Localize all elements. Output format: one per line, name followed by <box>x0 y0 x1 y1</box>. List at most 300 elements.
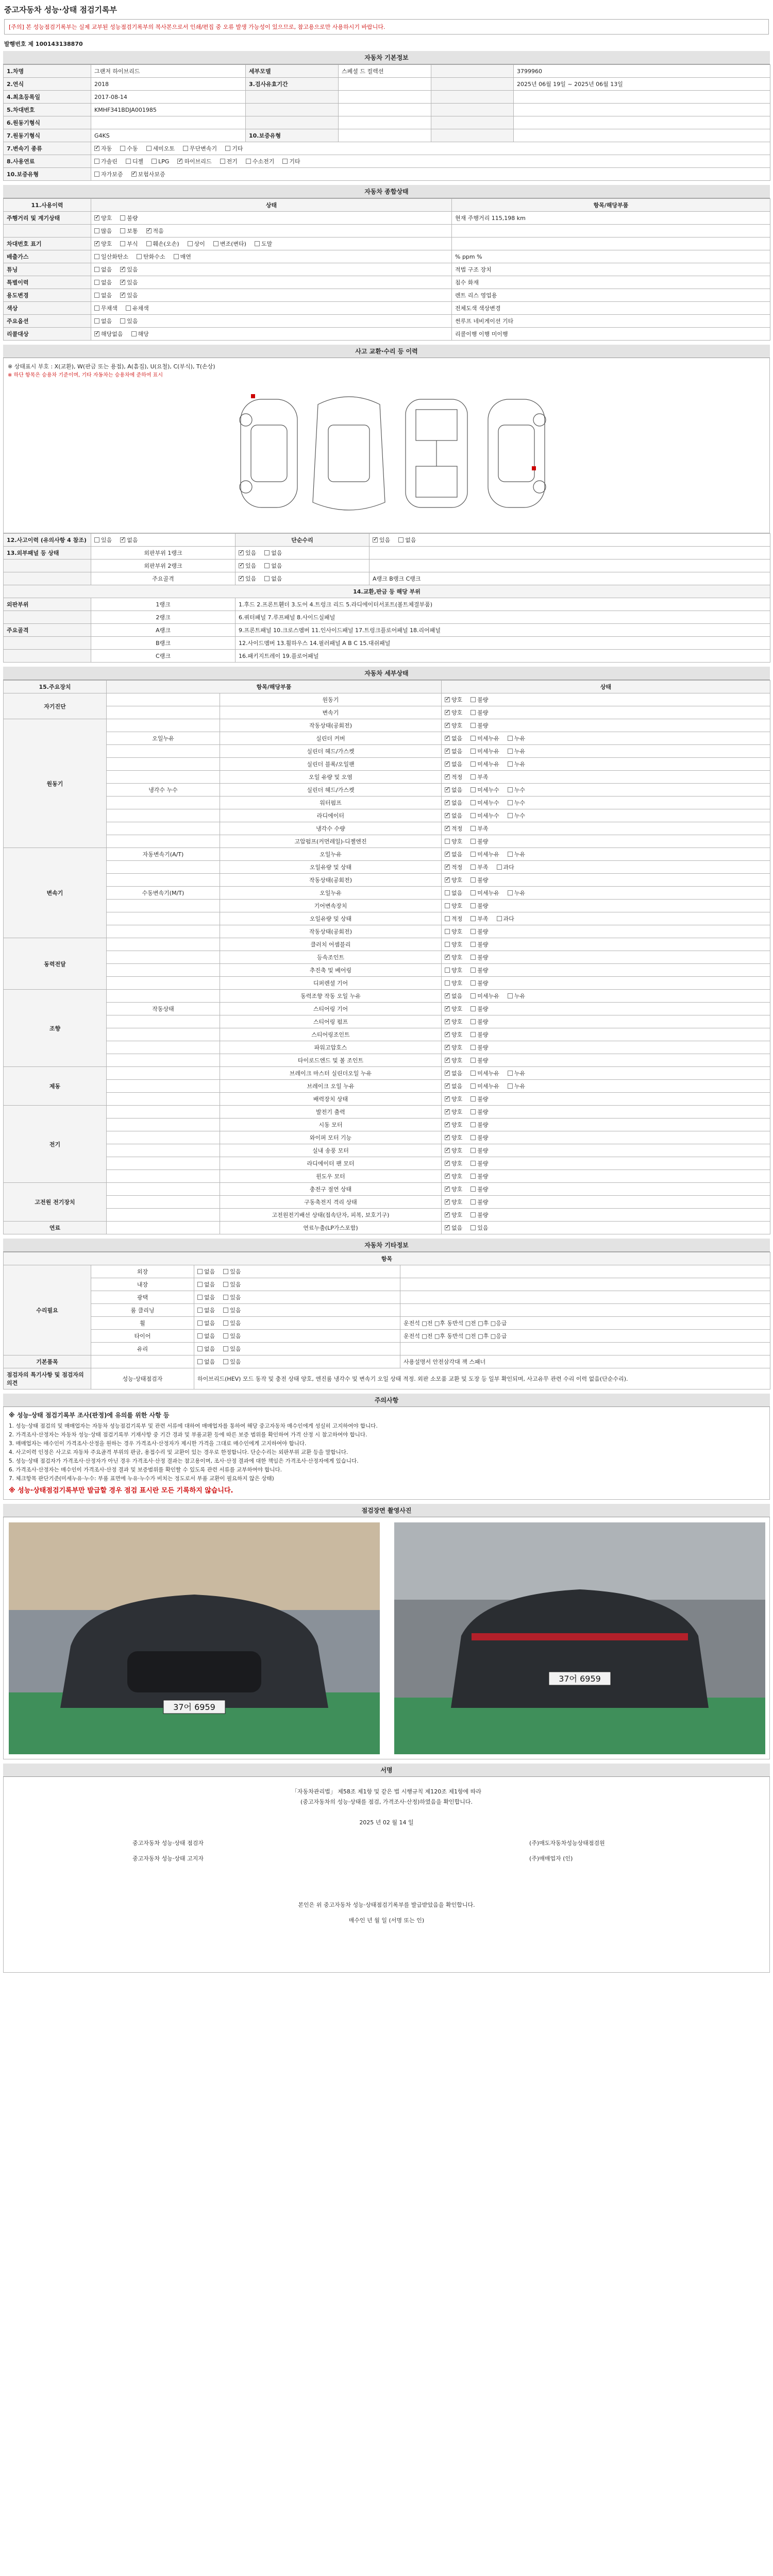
checkbox-option[interactable] <box>470 992 499 1000</box>
checkbox-option[interactable] <box>188 240 205 248</box>
table-row <box>4 1028 770 1041</box>
checkbox-option[interactable] <box>255 240 272 248</box>
checkbox-label: 양호 <box>451 697 463 703</box>
rank-options <box>236 572 369 585</box>
checkbox-option[interactable] <box>94 214 112 222</box>
checkbox-option[interactable] <box>264 549 282 557</box>
checkbox-option[interactable] <box>94 265 112 274</box>
checkbox-option[interactable] <box>470 760 499 768</box>
checkbox-label: 양호 <box>451 1109 463 1115</box>
detail-options <box>442 1183 770 1196</box>
checkbox-label: 자가보증 <box>101 171 123 178</box>
checkbox-option[interactable] <box>470 1030 488 1039</box>
checkbox-option[interactable] <box>445 1159 462 1167</box>
detail-options <box>442 938 770 951</box>
checkbox-option[interactable] <box>445 1005 462 1013</box>
checkbox-option[interactable] <box>470 837 488 845</box>
checkbox-option[interactable] <box>470 1069 499 1077</box>
checkbox-option[interactable] <box>225 144 243 152</box>
checkbox-option[interactable] <box>470 1108 488 1116</box>
checkbox-option[interactable] <box>131 330 149 338</box>
checkbox-option[interactable] <box>470 1198 488 1206</box>
checkbox-option[interactable] <box>445 721 462 730</box>
checkbox-option[interactable] <box>445 1018 462 1026</box>
basic-value <box>339 116 431 129</box>
checkbox-label: 세미오토 <box>153 145 175 152</box>
warranty-options <box>91 168 770 181</box>
column-header: 항목/해당부품 <box>107 681 442 693</box>
checkbox-label: 있음 <box>127 318 138 325</box>
table-row <box>4 874 770 887</box>
table-row <box>4 977 770 990</box>
unchecked-box-icon <box>470 1174 476 1179</box>
checkbox-option[interactable] <box>264 574 282 583</box>
checkbox-option[interactable] <box>470 708 488 717</box>
unchecked-box-icon <box>508 890 513 895</box>
checkbox-option[interactable] <box>470 1095 488 1103</box>
general-label: 주요옵션 <box>4 315 91 328</box>
checkbox-option[interactable] <box>445 747 462 755</box>
detail-item: 브레이크 마스터 실린더오일 누유 <box>220 1067 442 1080</box>
checkbox-option[interactable] <box>120 536 138 544</box>
checkbox-option[interactable] <box>445 1069 462 1077</box>
checkbox-option[interactable] <box>239 549 256 557</box>
checkbox-option[interactable] <box>470 1082 499 1090</box>
detail-options <box>442 1093 770 1106</box>
etc-item: 타이어 <box>91 1330 194 1343</box>
checkbox-option[interactable] <box>146 144 175 152</box>
general-label: 특별이력 <box>4 276 91 289</box>
checked-box-icon <box>131 172 137 177</box>
unchecked-box-icon <box>94 159 99 164</box>
unchecked-box-icon <box>445 968 450 973</box>
checkbox-option[interactable] <box>445 1133 462 1142</box>
checkbox-option[interactable] <box>120 265 138 274</box>
checkbox-option[interactable] <box>470 1172 488 1180</box>
checkbox-option[interactable] <box>94 157 117 165</box>
checkbox-option[interactable] <box>445 1043 462 1052</box>
checkbox-option[interactable] <box>470 1185 488 1193</box>
checkbox-option[interactable] <box>470 799 499 807</box>
checkbox-option[interactable] <box>508 799 525 807</box>
checkbox-option[interactable] <box>470 696 488 704</box>
checkbox-option[interactable] <box>508 1069 525 1077</box>
checkbox-option[interactable] <box>445 696 462 704</box>
checkbox-label: 있음 <box>230 1333 241 1340</box>
detail-sub <box>107 951 220 964</box>
checkbox-option[interactable] <box>445 734 462 742</box>
checkbox-option[interactable] <box>445 1224 462 1232</box>
checkbox-option[interactable] <box>137 252 165 261</box>
detail-sub <box>107 900 220 912</box>
basic-label <box>431 65 514 78</box>
checkbox-option[interactable] <box>94 240 112 248</box>
checkbox-label: 불량 <box>477 1212 489 1218</box>
checkbox-option[interactable] <box>445 876 462 884</box>
checkbox-label: 누유 <box>514 1083 526 1090</box>
photos-heading: 점검장면 촬영사진 <box>3 1504 770 1517</box>
checkbox-option[interactable] <box>445 773 462 781</box>
checkbox-option[interactable] <box>246 157 275 165</box>
general-options <box>91 328 452 341</box>
car-diagram <box>3 358 770 533</box>
etc-extra: 운전석 □전 □후 동반석 □전 □후 □응급 <box>400 1317 770 1330</box>
checkbox-label: 양호 <box>451 1134 463 1141</box>
basic-label: 5.차대번호 <box>4 104 91 116</box>
detail-item: 오일누유 <box>220 887 442 900</box>
checkbox-option[interactable] <box>445 979 462 987</box>
table-row <box>4 964 770 977</box>
checkbox-option[interactable] <box>177 157 211 165</box>
checkbox-option[interactable] <box>445 1198 462 1206</box>
checkbox-option[interactable] <box>445 902 462 910</box>
unchecked-box-icon <box>508 787 513 792</box>
checkbox-option[interactable] <box>152 158 169 165</box>
etc-item: 내장 <box>91 1278 194 1291</box>
general-detail: 렌트 리스 영업용 <box>452 289 770 302</box>
checkbox-option[interactable] <box>445 940 462 948</box>
checked-box-icon <box>445 761 450 767</box>
checkbox-option[interactable] <box>445 1121 462 1129</box>
checkbox-option[interactable] <box>223 1332 241 1340</box>
unchecked-box-icon <box>197 1269 203 1274</box>
checkbox-option[interactable] <box>94 291 112 299</box>
sign-date: 2025 년 02 월 14 일 <box>359 1819 414 1826</box>
detail-item: 원동기 <box>220 693 442 706</box>
checkbox-option[interactable] <box>445 966 462 974</box>
checkbox-label: 불량 <box>477 1186 489 1193</box>
checkbox-option[interactable] <box>470 824 488 833</box>
checkbox-option[interactable] <box>445 863 462 871</box>
etc-extra <box>400 1291 770 1304</box>
checked-box-icon <box>445 852 450 857</box>
checkbox-option[interactable] <box>94 330 123 338</box>
checkbox-label: 불량 <box>477 697 489 703</box>
checkbox-label: 양호 <box>451 1096 463 1103</box>
unchecked-box-icon <box>197 1359 203 1364</box>
unchecked-box-icon <box>508 993 513 998</box>
checkbox-option[interactable] <box>223 1267 241 1276</box>
table-row <box>4 1343 770 1355</box>
checkbox-option[interactable] <box>470 1005 488 1013</box>
checkbox-label: 수동 <box>127 145 138 152</box>
checkbox-option[interactable] <box>508 747 525 755</box>
checkbox-label: 있음 <box>245 550 257 556</box>
checkbox-label: 부식 <box>127 241 138 247</box>
checkbox-option[interactable] <box>197 1293 215 1301</box>
checkbox-option[interactable] <box>146 240 179 248</box>
parts-group <box>4 650 91 663</box>
checkbox-label: 없음 <box>451 748 463 755</box>
checkbox-option[interactable] <box>470 953 488 961</box>
checkbox-option[interactable] <box>470 876 488 884</box>
checkbox-option[interactable] <box>445 992 462 1000</box>
checkbox-option[interactable] <box>126 157 143 165</box>
checkbox-option[interactable] <box>497 863 514 871</box>
unchecked-box-icon <box>470 955 476 960</box>
checkbox-option[interactable] <box>445 799 462 807</box>
basic-label <box>246 104 339 116</box>
unchecked-box-icon <box>445 890 450 895</box>
checkbox-option[interactable] <box>470 889 499 897</box>
checkbox-option[interactable] <box>120 227 138 235</box>
basic-value <box>514 91 770 104</box>
checkbox-option[interactable] <box>120 214 138 222</box>
basic-value: KMHF341BDJA001985 <box>91 104 246 116</box>
checkbox-option[interactable] <box>445 1108 462 1116</box>
etc-options <box>194 1330 400 1343</box>
checkbox-option[interactable] <box>223 1306 241 1314</box>
checkbox-option[interactable] <box>508 786 525 794</box>
checkbox-option[interactable] <box>445 1056 462 1064</box>
etc-options <box>194 1343 400 1355</box>
unchecked-box-icon <box>183 146 188 151</box>
checkbox-option[interactable] <box>470 773 488 781</box>
checkbox-option[interactable] <box>508 760 525 768</box>
checkbox-option[interactable] <box>94 278 112 286</box>
table-row <box>4 129 770 142</box>
doc-title: 중고자동차 성능·상태 점검기록부 <box>4 5 117 14</box>
note-line: 5. 성능·상태 점검자가 가격조사·산정자가 아닌 경우 가격조사·산정 결과는 참고용이며, 조사·산정 결과에 대한 책임은 가격조사·산정자에게 있습니다. <box>9 1458 359 1464</box>
basic-label: 7.변속기 종류 <box>4 142 91 155</box>
checkbox-option[interactable] <box>445 1095 462 1103</box>
detail-sub <box>107 1144 220 1157</box>
table-row <box>4 1209 770 1222</box>
checked-box-icon <box>239 563 244 568</box>
checkbox-option[interactable] <box>470 1018 488 1026</box>
checkbox-option[interactable] <box>94 252 128 261</box>
checkbox-option[interactable] <box>508 734 525 742</box>
checkbox-option[interactable] <box>183 144 217 152</box>
checkbox-option[interactable] <box>239 562 256 570</box>
checkbox-option[interactable] <box>470 927 488 936</box>
checkbox-label: 전기 <box>226 158 238 165</box>
checkbox-option[interactable] <box>445 889 462 897</box>
checkbox-option[interactable] <box>94 227 112 235</box>
checkbox-option[interactable] <box>445 1030 462 1039</box>
checkbox-option[interactable] <box>239 574 256 583</box>
checkbox-option[interactable] <box>146 227 164 235</box>
checkbox-option[interactable] <box>470 940 488 948</box>
detail-sub <box>107 964 220 977</box>
checkbox-option[interactable] <box>445 1146 462 1155</box>
checkbox-option[interactable] <box>470 966 488 974</box>
detail-options <box>442 887 770 900</box>
detail-item: 연료누출(LP가스포함) <box>220 1222 442 1234</box>
unchecked-box-icon <box>126 159 131 164</box>
basic-value <box>339 91 431 104</box>
detail-options <box>442 693 770 706</box>
checkbox-option[interactable] <box>470 850 499 858</box>
checkbox-option[interactable] <box>470 979 488 987</box>
checkbox-option[interactable] <box>223 1293 241 1301</box>
checkbox-option[interactable] <box>508 850 525 858</box>
checkbox-label: 없음 <box>101 279 112 286</box>
checkbox-option[interactable] <box>470 863 488 871</box>
checkbox-option[interactable] <box>508 889 525 897</box>
checkbox-option[interactable] <box>470 1133 488 1142</box>
checkbox-option[interactable] <box>220 157 238 165</box>
checkbox-option[interactable] <box>508 811 525 820</box>
checkbox-option[interactable] <box>445 1172 462 1180</box>
rank-options <box>236 547 369 560</box>
checkbox-label: 없음 <box>101 318 112 325</box>
checkbox-label: 미세누유 <box>477 890 499 896</box>
checkbox-label: 불량 <box>477 709 489 716</box>
checkbox-label: 양호 <box>451 1122 463 1128</box>
checkbox-option[interactable] <box>470 1159 488 1167</box>
checkbox-option[interactable] <box>508 1082 525 1090</box>
checkbox-option[interactable] <box>120 278 138 286</box>
detail-sub: 냉각수 누수 <box>107 784 220 796</box>
checkbox-option[interactable] <box>445 1185 462 1193</box>
table-row <box>4 1183 770 1196</box>
checkbox-label: 부족 <box>477 916 489 922</box>
checkbox-option[interactable] <box>94 170 123 178</box>
etc-options <box>194 1265 400 1278</box>
unchecked-box-icon <box>220 159 225 164</box>
checkbox-option[interactable] <box>508 992 525 1000</box>
checkbox-option[interactable] <box>470 1121 488 1129</box>
checkbox-option[interactable] <box>497 914 514 923</box>
checkbox-option[interactable] <box>470 786 499 794</box>
checkbox-option[interactable] <box>120 317 138 325</box>
checkbox-label: 없음 <box>451 1083 463 1090</box>
checkbox-option[interactable] <box>126 304 149 312</box>
checkbox-option[interactable] <box>445 953 462 961</box>
checkbox-option[interactable] <box>470 1056 488 1064</box>
checkbox-option[interactable] <box>94 144 112 152</box>
checkbox-option[interactable] <box>120 240 138 248</box>
checkbox-option[interactable] <box>470 902 488 910</box>
checkbox-label: 없음 <box>451 735 463 742</box>
rank-label: 주요골격 <box>91 572 236 585</box>
unchecked-box-icon <box>470 1135 476 1140</box>
checkbox-option[interactable] <box>445 927 462 936</box>
detail-item: 변속기 <box>220 706 442 719</box>
checkbox-label: 양호 <box>451 1173 463 1180</box>
checkbox-option[interactable] <box>470 721 488 730</box>
checkbox-option[interactable] <box>213 240 246 248</box>
checkbox-option[interactable] <box>197 1267 215 1276</box>
detail-item: 라디에이터 <box>220 809 442 822</box>
checked-box-icon <box>239 576 244 581</box>
checkbox-option[interactable] <box>445 786 462 794</box>
checkbox-option[interactable] <box>470 914 488 923</box>
checkbox-option[interactable] <box>470 747 499 755</box>
checkbox-label: 상이 <box>194 241 205 247</box>
unchecked-box-icon <box>497 916 502 921</box>
checkbox-label: 없음 <box>204 1268 215 1275</box>
table-row <box>4 1131 770 1144</box>
checkbox-option[interactable] <box>131 170 165 178</box>
unchecked-box-icon <box>470 1083 476 1089</box>
checkbox-option[interactable] <box>94 317 112 325</box>
checkbox-option[interactable] <box>445 837 462 845</box>
checkbox-label: 없음 <box>204 1281 215 1288</box>
checkbox-label: 미세누유 <box>477 748 499 755</box>
checkbox-option[interactable] <box>197 1358 215 1366</box>
checkbox-option[interactable] <box>197 1332 215 1340</box>
checkbox-label: 불량 <box>477 877 489 884</box>
checkbox-option[interactable] <box>197 1280 215 1289</box>
checkbox-option[interactable] <box>197 1319 215 1327</box>
checkbox-option[interactable] <box>445 824 462 833</box>
checkbox-option[interactable] <box>445 1211 462 1219</box>
checkbox-option[interactable] <box>470 734 499 742</box>
checkbox-option[interactable] <box>470 1043 488 1052</box>
checkbox-option[interactable] <box>373 536 390 544</box>
checkbox-option[interactable] <box>120 291 138 299</box>
detail-sub <box>107 1170 220 1183</box>
checked-box-icon <box>445 813 450 818</box>
parts-items: 1.후드 2.프론트휀더 3.도어 4.트렁크 리드 5.라디에이터서포트(볼트체결부품) <box>236 598 770 611</box>
table-row <box>4 250 770 263</box>
detail-sub <box>107 912 220 925</box>
detail-item: 클러치 어셈블리 <box>220 938 442 951</box>
checkbox-option[interactable] <box>470 1146 488 1155</box>
checked-box-icon <box>445 1006 450 1011</box>
checkbox-option[interactable] <box>470 1224 488 1232</box>
checkbox-label: 누유 <box>514 890 526 896</box>
checked-box-icon <box>445 1045 450 1050</box>
checkbox-option[interactable] <box>197 1345 215 1353</box>
checked-box-icon <box>94 241 99 246</box>
unchecked-box-icon <box>445 980 450 986</box>
checkbox-option[interactable] <box>120 144 138 152</box>
checkbox-option[interactable] <box>94 304 117 312</box>
checkbox-option[interactable] <box>398 536 416 544</box>
checkbox-option[interactable] <box>223 1319 241 1327</box>
checkbox-option[interactable] <box>174 252 191 261</box>
basic-options <box>91 142 770 155</box>
etc-item: 유리 <box>91 1343 194 1355</box>
detail-item: 스티어링조인트 <box>220 1028 442 1041</box>
checkbox-label: 불량 <box>477 1173 489 1180</box>
checkbox-option[interactable] <box>94 536 112 544</box>
checkbox-option[interactable] <box>223 1280 241 1289</box>
checkbox-label: 미세누수 <box>477 800 499 806</box>
detail-group: 원동기 <box>4 719 107 848</box>
checkbox-option[interactable] <box>445 850 462 858</box>
checkbox-label: 없음 <box>127 537 138 544</box>
checkbox-option[interactable] <box>197 1306 215 1314</box>
checkbox-option[interactable] <box>264 562 282 570</box>
table-row <box>4 1265 770 1278</box>
checkbox-option[interactable] <box>445 811 462 820</box>
checkbox-option[interactable] <box>445 914 462 923</box>
rank-label: 외판부위 1랭크 <box>91 547 236 560</box>
unchecked-box-icon <box>470 903 476 908</box>
checkbox-option[interactable] <box>223 1358 241 1366</box>
detail-options <box>442 1131 770 1144</box>
unchecked-box-icon <box>470 800 476 805</box>
checkbox-option[interactable] <box>470 811 499 820</box>
checkbox-label: 양호 <box>451 709 463 716</box>
checkbox-option[interactable] <box>445 760 462 768</box>
table-row <box>4 1106 770 1118</box>
checkbox-option[interactable] <box>223 1345 241 1353</box>
checkbox-option[interactable] <box>282 157 300 165</box>
detail-sub <box>107 874 220 887</box>
unchecked-box-icon <box>264 563 270 568</box>
basic-label: 세부모델 <box>246 65 339 78</box>
unchecked-box-icon <box>282 159 288 164</box>
basic-value <box>514 116 770 129</box>
checkbox-option[interactable] <box>445 1082 462 1090</box>
checkbox-option[interactable] <box>445 708 462 717</box>
checkbox-option[interactable] <box>470 1211 488 1219</box>
